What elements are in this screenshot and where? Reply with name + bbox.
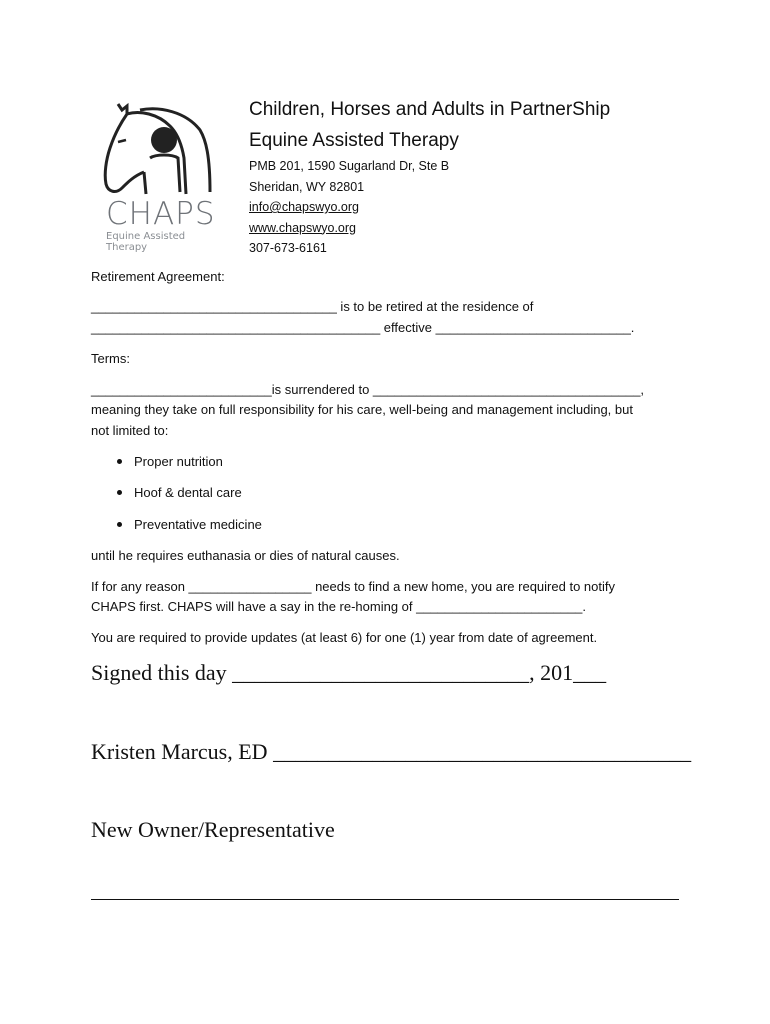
bullet-icon (117, 490, 122, 495)
surrender-line-1: _________________________is surrendered to _____________________________________, (91, 382, 645, 397)
until-line: until he requires euthanasia or dies of natural causes. (91, 548, 400, 563)
list-item (117, 517, 262, 532)
org-address-line2: Sheridan, WY 82801 (249, 179, 365, 194)
rehome-line-2: CHAPS first. CHAPS will have a say in the re-homing of _______________________. (91, 599, 587, 614)
list-item-label: Preventative medicine (134, 517, 262, 532)
new-owner-signature-line (91, 899, 679, 900)
org-website-link[interactable]: www.chapswyo.org (249, 220, 356, 235)
surrender-line-2: meaning they take on full responsibility for his care, well-being and management including, but (91, 402, 633, 417)
logo-wordmark: CHAPS (106, 196, 216, 232)
logo-tagline: Equine Assisted Therapy (106, 231, 186, 253)
org-title-line2: Equine Assisted Therapy (249, 130, 459, 151)
org-title-line1: Children, Horses and Adults in PartnerShip (249, 99, 611, 120)
retire-line-2: ________________________________________ effective ___________________________. (91, 320, 635, 335)
list-item-label: Hoof & dental care (134, 485, 242, 500)
organization-header (249, 94, 610, 259)
list-item (117, 454, 223, 469)
horse-and-rider-icon (100, 96, 225, 196)
retirement-heading: Retirement Agreement: (91, 269, 225, 284)
list-item (117, 485, 242, 500)
surrender-line-3: not limited to: (91, 423, 169, 438)
org-phone: 307-673-6161 (249, 241, 327, 255)
rehome-line-1: If for any reason _________________ needs to find a new home, you are required to notify (91, 579, 615, 594)
terms-heading: Terms: (91, 351, 130, 366)
list-item-label: Proper nutrition (134, 454, 223, 469)
chaps-logo (100, 96, 225, 253)
bullet-icon (117, 522, 122, 527)
signed-date-line: Signed this day ___________________________, 201___ (91, 660, 607, 685)
bullet-icon (117, 459, 122, 464)
org-email-link[interactable]: info@chapswyo.org (249, 200, 359, 214)
retire-line-1: __________________________________ is to be retired at the residence of (91, 299, 534, 314)
org-address-line1: PMB 201, 1590 Sugarland Dr, Ste B (249, 159, 450, 173)
new-owner-label: New Owner/Representative (91, 817, 335, 842)
updates-line: You are required to provide updates (at least 6) for one (1) year from date of agreement. (91, 630, 598, 645)
director-signature-line: Kristen Marcus, ED ______________________________________ (91, 739, 692, 764)
